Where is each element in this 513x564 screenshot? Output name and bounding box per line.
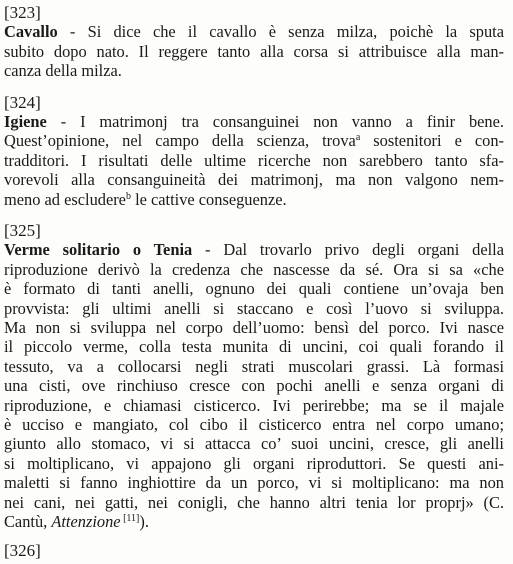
- entry-325-line-14: nei cani, nei gatti, nei conigli, che hanno altri tenia lor proprj» (C.: [4, 492, 504, 512]
- entry-325-line-5: Ma non si sviluppa nel corpo dell’uomo: bensì del porco. Ivi nasce: [4, 318, 504, 337]
- entry-325-line-1: [4, 240, 504, 259]
- entry-323-text: - Si dice che il cavallo è senza milza, poichè la sputa: [57, 22, 504, 42]
- entry-325-line-10: è ucciso e mangiato, col cibo il cisticerco entra nel corpo umano;: [4, 415, 504, 434]
- entry-324-line-4: vorevoli alla consanguineità dei matrimonj, ma non valgono nem-: [4, 170, 504, 190]
- entry-325-line-2: riproduzione derivò la credenza che nascesse da sé. Ora si sa «che: [4, 259, 504, 279]
- footnote-marker-b: b: [125, 190, 131, 202]
- entry-number-324: [324]: [4, 92, 41, 112]
- entry-324-line-1: [4, 112, 504, 131]
- entry-324-line-2-b: sostenitori e con-: [360, 131, 505, 151]
- entry-325-line-7: tessuto, va a collocarsi negli strati muscolari grassi. Là formasi: [4, 356, 504, 376]
- entry-323-heading: Cavallo: [4, 22, 58, 42]
- entry-323-line-1: [4, 22, 504, 41]
- entry-324-heading: Igiene: [4, 112, 47, 131]
- citation-close: ).: [139, 512, 149, 531]
- citation-title: Attenzione: [51, 512, 121, 531]
- footnote-marker-a: a: [355, 132, 361, 144]
- entry-325-line-8: una cisti, ove rinchiuso cresce con pochi anelli e senza organi di: [4, 376, 504, 396]
- entry-325-text: - Dal trovarlo privo degli organi della: [192, 240, 504, 260]
- entry-324-line-2: [4, 131, 504, 150]
- entry-325-line-3: è formato di tanti anelli, ognuno dei quali contiene un’ovaja ben: [4, 279, 504, 299]
- entry-324-line-5-a: meno ad escludere: [4, 189, 126, 209]
- entry-323-line-2: subito dopo nato. Il reggere tanto alla corsa si attribuisce alla man-: [4, 41, 504, 61]
- entry-325-line-13: maletti si fanno inghiottire da un porco, vi si moltiplicano: ma non: [4, 473, 504, 493]
- entry-number-325: [325]: [4, 221, 41, 240]
- entry-number-323: [323]: [4, 3, 41, 22]
- entry-324-text: - I matrimonj tra consanguinei non vanno a finir bene.: [46, 112, 504, 131]
- entry-324-line-3: tradditori. I risultati delle ultime ricerche non sarebbero tanto sfa-: [4, 150, 504, 170]
- entry-325-line-9: riproduzione, e chiamasi cisticerco. Ivi perirebbe; ma se il majale: [4, 395, 504, 415]
- citation-note-marker: [11]: [120, 513, 140, 524]
- entry-324-line-2-a: Quest’opinione, nel campo della scienza, trova: [4, 131, 356, 151]
- entry-number-326: [326]: [4, 541, 41, 561]
- entry-325-line-4: provvista: gli ultimi anelli si staccano e così l’uovo si sviluppa.: [4, 298, 504, 318]
- entry-325-line-15: [4, 512, 504, 531]
- entry-325-heading: Verme solitario o Tenia: [4, 240, 193, 260]
- entry-323-line-3: canza della milza.: [4, 61, 122, 81]
- citation-author: Cantù,: [4, 512, 52, 531]
- entry-324-line-5: [4, 190, 504, 209]
- entry-325-line-12: si moltiplicano, vi appajono gli organi riproduttori. Se questi ani-: [4, 453, 504, 473]
- entry-325-line-11: giunto allo stomaco, vi si attacca co’ suoi uncini, cresce, gli anelli: [4, 434, 504, 454]
- entry-324-line-5-b: le cattive conseguenze.: [130, 189, 287, 209]
- entry-325-line-6: il piccolo verme, colla testa munita di uncini, coi quali forando il: [4, 337, 504, 357]
